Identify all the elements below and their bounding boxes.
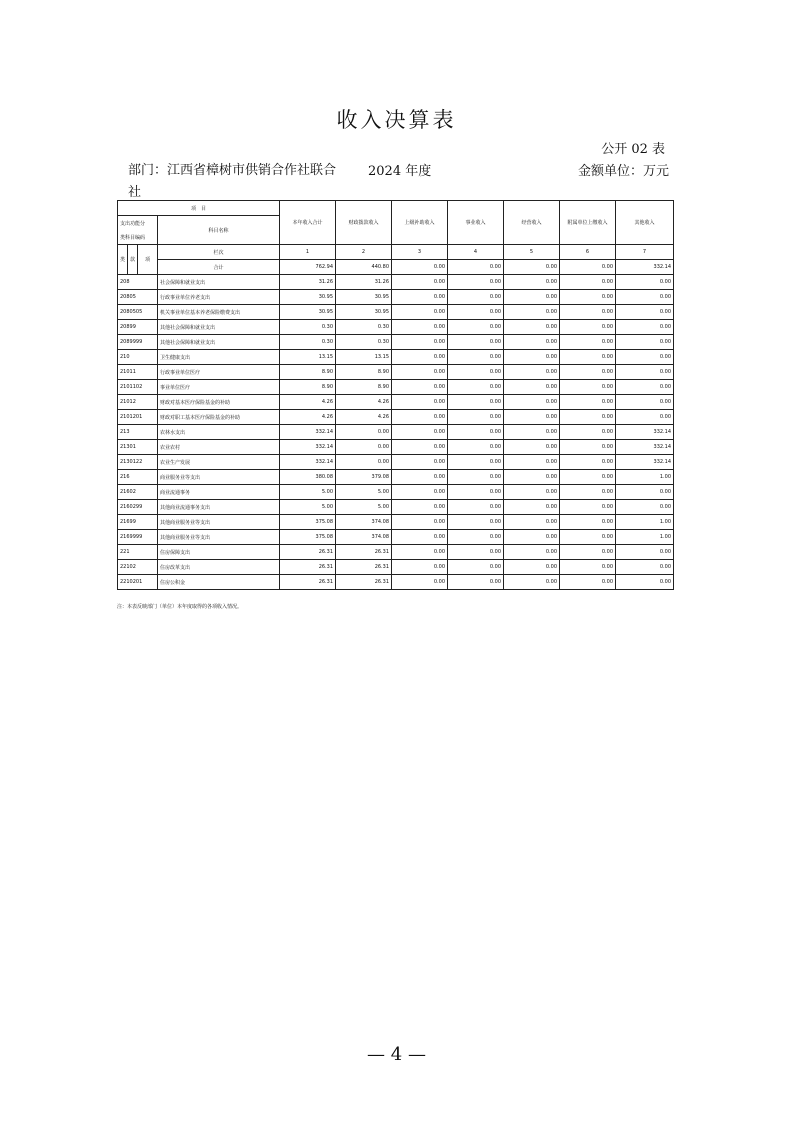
row-value: 0.00	[392, 380, 448, 395]
row-value: 332.14	[616, 425, 674, 440]
row-code: 20805	[118, 290, 158, 305]
row-value: 0.00	[504, 335, 560, 350]
row-value: 26.31	[336, 545, 392, 560]
row-value: 0.00	[336, 440, 392, 455]
row-value: 0.00	[448, 500, 504, 515]
table-row	[118, 275, 674, 290]
table-row	[118, 410, 674, 425]
row-value: 30.95	[336, 305, 392, 320]
row-value: 0.00	[504, 545, 560, 560]
row-value: 0.00	[392, 455, 448, 470]
row-value: 0.00	[560, 485, 616, 500]
row-value: 332.14	[280, 455, 336, 470]
row-value: 0.00	[448, 305, 504, 320]
table-row	[118, 380, 674, 395]
row-value: 0.00	[392, 365, 448, 380]
row-value: 0.00	[504, 275, 560, 290]
page-title: 收入决算表	[336, 108, 457, 132]
row-value: 0.00	[504, 530, 560, 545]
row-value: 332.14	[616, 455, 674, 470]
row-value: 0.00	[616, 560, 674, 575]
row-name: 事业单位医疗	[158, 380, 280, 395]
total-value: 332.14	[616, 260, 674, 275]
table-row	[118, 530, 674, 545]
row-value: 0.00	[448, 320, 504, 335]
table-row	[118, 320, 674, 335]
row-value: 0.00	[392, 515, 448, 530]
row-value: 0.30	[336, 335, 392, 350]
row-name: 其他商业服务业等支出	[158, 530, 280, 545]
row-value: 1.00	[616, 470, 674, 485]
row-name: 农业农村	[158, 440, 280, 455]
row-value: 0.00	[504, 350, 560, 365]
row-value: 0.00	[504, 455, 560, 470]
row-value: 0.00	[504, 425, 560, 440]
row-value: 0.00	[616, 395, 674, 410]
row-value: 0.00	[616, 545, 674, 560]
row-value: 1.00	[616, 515, 674, 530]
row-value: 379.08	[336, 470, 392, 485]
row-value: 4.26	[336, 410, 392, 425]
row-value: 0.00	[560, 425, 616, 440]
row-value: 4.26	[280, 410, 336, 425]
year-label: 2024 年度	[368, 164, 432, 179]
income-table	[117, 200, 674, 590]
row-value: 0.00	[448, 425, 504, 440]
row-value: 0.00	[392, 290, 448, 305]
row-value: 5.00	[336, 485, 392, 500]
row-value: 0.00	[448, 440, 504, 455]
row-value: 0.00	[392, 545, 448, 560]
header-col-6: 附属单位上缴收入	[560, 201, 616, 245]
row-value: 0.00	[560, 545, 616, 560]
row-value: 0.00	[616, 350, 674, 365]
row-name: 商业服务业等支出	[158, 470, 280, 485]
row-code: 21699	[118, 515, 158, 530]
row-value: 375.08	[280, 515, 336, 530]
row-code: 2080505	[118, 305, 158, 320]
col-num-6: 6	[560, 245, 616, 260]
row-code: 2089999	[118, 335, 158, 350]
row-value: 26.31	[280, 575, 336, 590]
table-row	[118, 515, 674, 530]
unit-label: 金额单位：万元	[577, 164, 669, 179]
row-value: 0.00	[448, 575, 504, 590]
row-value: 0.00	[504, 410, 560, 425]
header-kuan: 类	[118, 245, 128, 275]
row-value: 0.00	[392, 320, 448, 335]
row-value: 0.00	[504, 380, 560, 395]
row-value: 0.00	[560, 500, 616, 515]
row-value: 0.00	[448, 470, 504, 485]
row-value: 0.00	[616, 335, 674, 350]
row-value: 0.00	[504, 515, 560, 530]
row-value: 380.08	[280, 470, 336, 485]
row-code: 21012	[118, 395, 158, 410]
row-name: 农业生产发展	[158, 455, 280, 470]
row-value: 0.00	[504, 470, 560, 485]
row-name: 其他商业服务业等支出	[158, 515, 280, 530]
table-row	[118, 485, 674, 500]
row-name: 农林水支出	[158, 425, 280, 440]
row-value: 0.00	[392, 410, 448, 425]
row-value: 0.00	[504, 500, 560, 515]
table-number: 公开 02 表	[601, 142, 665, 157]
row-value: 13.15	[336, 350, 392, 365]
col-num-5: 5	[504, 245, 560, 260]
header-project: 项 目	[118, 201, 280, 216]
row-value: 0.00	[448, 350, 504, 365]
row-code: 2210201	[118, 575, 158, 590]
row-value: 0.00	[504, 290, 560, 305]
header-col-3: 上级补助收入	[392, 201, 448, 245]
row-code: 2160299	[118, 500, 158, 515]
row-name: 财政对基本医疗保险基金的补助	[158, 395, 280, 410]
header-lei: 款	[128, 245, 138, 275]
total-value: 440.80	[336, 260, 392, 275]
row-value: 0.30	[280, 335, 336, 350]
row-value: 0.00	[504, 440, 560, 455]
row-value: 0.00	[560, 305, 616, 320]
row-value: 0.00	[616, 320, 674, 335]
row-name: 其他社会保障和就业支出	[158, 335, 280, 350]
row-value: 0.00	[392, 485, 448, 500]
row-code: 2101201	[118, 410, 158, 425]
row-value: 0.00	[616, 275, 674, 290]
table-note: 注：本表反映部门（单位）本年度取得的各项收入情况。	[117, 604, 243, 610]
table-row	[118, 395, 674, 410]
table-row	[118, 425, 674, 440]
row-value: 0.30	[336, 320, 392, 335]
row-name: 其他社会保障和就业支出	[158, 320, 280, 335]
row-value: 0.00	[448, 410, 504, 425]
row-value: 0.00	[392, 335, 448, 350]
row-value: 0.00	[504, 395, 560, 410]
row-name: 机关事业单位基本养老保险缴费支出	[158, 305, 280, 320]
row-value: 5.00	[336, 500, 392, 515]
row-value: 1.00	[616, 530, 674, 545]
header-code-label-2: 类科目编码	[118, 230, 158, 245]
table-row	[118, 470, 674, 485]
row-value: 5.00	[280, 500, 336, 515]
row-value: 0.00	[392, 530, 448, 545]
row-code: 21301	[118, 440, 158, 455]
row-value: 0.00	[560, 335, 616, 350]
row-value: 0.00	[448, 560, 504, 575]
row-value: 0.00	[616, 485, 674, 500]
header-code-label-1: 支出功能分	[118, 216, 158, 231]
row-value: 31.26	[280, 275, 336, 290]
row-value: 0.00	[448, 530, 504, 545]
table-row	[118, 305, 674, 320]
row-code: 21011	[118, 365, 158, 380]
row-name: 社会保障和就业支出	[158, 275, 280, 290]
table-row	[118, 500, 674, 515]
row-code: 213	[118, 425, 158, 440]
row-value: 26.31	[280, 545, 336, 560]
row-value: 0.00	[560, 515, 616, 530]
table-row	[118, 455, 674, 470]
row-value: 0.00	[448, 515, 504, 530]
row-value: 0.00	[616, 500, 674, 515]
row-value: 0.00	[392, 275, 448, 290]
header-col-2: 财政拨款收入	[336, 201, 392, 245]
row-value: 0.00	[448, 545, 504, 560]
row-value: 8.90	[336, 380, 392, 395]
total-value: 0.00	[448, 260, 504, 275]
table-row	[118, 440, 674, 455]
row-value: 26.31	[336, 560, 392, 575]
row-value: 0.00	[560, 320, 616, 335]
row-value: 0.00	[560, 470, 616, 485]
row-value: 0.00	[392, 350, 448, 365]
row-value: 0.00	[560, 440, 616, 455]
row-name: 财政对职工基本医疗保险基金的补助	[158, 410, 280, 425]
header-name-label: 科目名称	[158, 216, 280, 245]
row-value: 0.00	[504, 560, 560, 575]
header-lanci: 栏次	[158, 245, 280, 260]
col-num-1: 1	[280, 245, 336, 260]
total-value: 0.00	[504, 260, 560, 275]
row-value: 332.14	[280, 440, 336, 455]
row-name: 住房保障支出	[158, 545, 280, 560]
col-num-4: 4	[448, 245, 504, 260]
row-value: 0.00	[560, 575, 616, 590]
row-code: 21602	[118, 485, 158, 500]
row-value: 0.00	[560, 365, 616, 380]
row-value: 31.26	[336, 275, 392, 290]
row-value: 0.00	[448, 380, 504, 395]
row-code: 208	[118, 275, 158, 290]
row-value: 0.00	[504, 320, 560, 335]
row-value: 0.00	[616, 305, 674, 320]
row-value: 4.26	[336, 395, 392, 410]
row-code: 2101102	[118, 380, 158, 395]
row-value: 0.00	[560, 395, 616, 410]
table-row	[118, 290, 674, 305]
table-row	[118, 575, 674, 590]
header-col-1: 本年收入合计	[280, 201, 336, 245]
row-code: 2130122	[118, 455, 158, 470]
row-value: 0.00	[448, 275, 504, 290]
row-code: 2169999	[118, 530, 158, 545]
row-value: 0.00	[560, 455, 616, 470]
total-value: 0.00	[392, 260, 448, 275]
row-value: 0.00	[616, 365, 674, 380]
row-name: 住房公积金	[158, 575, 280, 590]
total-row	[118, 260, 674, 275]
row-name: 行政事业单位养老支出	[158, 290, 280, 305]
page-number: — 4 —	[367, 1044, 426, 1065]
table-row	[118, 560, 674, 575]
row-value: 26.31	[336, 575, 392, 590]
row-value: 4.26	[280, 395, 336, 410]
row-name: 其他商业流通事务支出	[158, 500, 280, 515]
row-value: 8.90	[280, 380, 336, 395]
row-value: 0.00	[560, 410, 616, 425]
row-value: 0.00	[616, 290, 674, 305]
row-value: 332.14	[616, 440, 674, 455]
row-value: 332.14	[280, 425, 336, 440]
row-value: 0.00	[448, 485, 504, 500]
col-num-3: 3	[392, 245, 448, 260]
col-num-7: 7	[616, 245, 674, 260]
row-code: 22102	[118, 560, 158, 575]
row-value: 0.00	[392, 575, 448, 590]
row-value: 374.08	[336, 515, 392, 530]
row-value: 0.00	[504, 485, 560, 500]
row-value: 0.00	[336, 425, 392, 440]
row-value: 0.00	[448, 365, 504, 380]
row-value: 0.00	[560, 560, 616, 575]
row-value: 0.00	[560, 530, 616, 545]
row-value: 30.95	[336, 290, 392, 305]
row-value: 8.90	[280, 365, 336, 380]
department-label: 部门：江西省樟树市供销合作社联合社	[128, 163, 337, 200]
row-value: 30.95	[280, 290, 336, 305]
table-row	[118, 365, 674, 380]
row-value: 0.00	[560, 350, 616, 365]
row-code: 210	[118, 350, 158, 365]
total-value: 762.94	[280, 260, 336, 275]
row-value: 5.00	[280, 485, 336, 500]
header-xiang: 项	[138, 245, 158, 275]
row-value: 0.00	[392, 425, 448, 440]
row-value: 0.30	[280, 320, 336, 335]
header-col-5: 经营收入	[504, 201, 560, 245]
row-value: 0.00	[616, 410, 674, 425]
col-num-2: 2	[336, 245, 392, 260]
row-value: 0.00	[392, 440, 448, 455]
row-value: 8.90	[336, 365, 392, 380]
row-value: 0.00	[560, 275, 616, 290]
total-value: 0.00	[560, 260, 616, 275]
row-value: 0.00	[504, 305, 560, 320]
row-value: 375.08	[280, 530, 336, 545]
row-value: 0.00	[336, 455, 392, 470]
row-value: 13.15	[280, 350, 336, 365]
row-value: 0.00	[616, 575, 674, 590]
total-label: 合计	[158, 260, 280, 275]
header-col-4: 事业收入	[448, 201, 504, 245]
row-value: 374.08	[336, 530, 392, 545]
row-value: 0.00	[448, 335, 504, 350]
row-value: 0.00	[392, 500, 448, 515]
row-value: 0.00	[560, 380, 616, 395]
row-value: 0.00	[504, 365, 560, 380]
row-code: 216	[118, 470, 158, 485]
row-value: 0.00	[448, 455, 504, 470]
row-value: 0.00	[392, 560, 448, 575]
row-name: 住房改革支出	[158, 560, 280, 575]
table-row	[118, 545, 674, 560]
row-name: 卫生健康支出	[158, 350, 280, 365]
row-value: 0.00	[504, 575, 560, 590]
row-value: 30.95	[280, 305, 336, 320]
header-col-7: 其他收入	[616, 201, 674, 245]
row-name: 行政事业单位医疗	[158, 365, 280, 380]
row-code: 221	[118, 545, 158, 560]
row-value: 0.00	[616, 380, 674, 395]
row-value: 0.00	[448, 395, 504, 410]
row-value: 0.00	[560, 290, 616, 305]
table-row	[118, 335, 674, 350]
row-value: 0.00	[392, 305, 448, 320]
table-row	[118, 350, 674, 365]
row-value: 0.00	[448, 290, 504, 305]
row-value: 26.31	[280, 560, 336, 575]
row-value: 0.00	[392, 470, 448, 485]
row-code: 20899	[118, 320, 158, 335]
row-value: 0.00	[392, 395, 448, 410]
row-name: 商业流通事务	[158, 485, 280, 500]
